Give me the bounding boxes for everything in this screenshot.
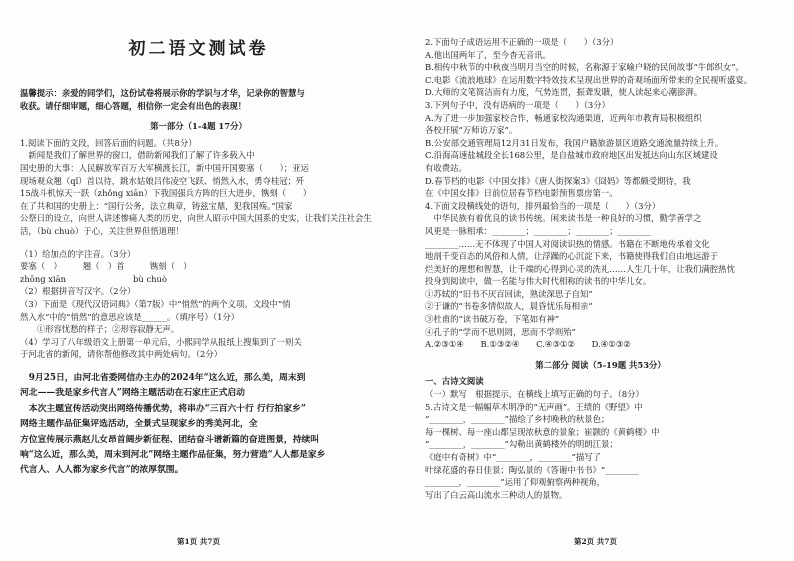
question-1-passage bbox=[20, 137, 377, 238]
question-line: 2.下面句子成语运用不正确的一项是（ ）（3分） bbox=[425, 37, 619, 47]
questions-2-4 bbox=[425, 36, 776, 351]
question-line: A.他出国两年了，至今杳无音讯。 bbox=[425, 49, 551, 60]
notice-line: 收获。请仔细审题，细心答题，相信你一定会有出色的表现！ bbox=[20, 100, 247, 111]
subquestion-line: （3）下面是《现代汉语词典》（第7版）中“悄然”的两个义项。文段中“悄 bbox=[20, 298, 291, 309]
question-line: ________……无不体现了中国人对阅读识热的情感。书籍在不断地传承着文化 bbox=[425, 238, 710, 249]
question-line: 烂美好的理想和智慧，让千端的心得到心灵的洗礼……人生几十年，让我们满腔热忱 bbox=[425, 263, 735, 274]
subquestion-line: （4）学习了八年级语文上册第一单元后，小熙同学从报纸上搜集到了一则关 bbox=[20, 336, 302, 347]
notice-block bbox=[20, 87, 377, 112]
question-line: D.大师的文笔简洁而有力度，气势连贯，振聋发聩，使人读起来心潮澎湃。 bbox=[425, 87, 703, 98]
section-2-subtitle: 一、古诗文阅读 bbox=[425, 376, 484, 387]
question-line: 在《中国女排》日前位居春节档电影预售票房第一。 bbox=[425, 188, 618, 199]
question-line: C.电影《流浪地球》在运用数字特效技术呈现出世界的奇观场面所带来的全民视听盛宴。 bbox=[425, 74, 753, 85]
subquestion-line: 于河北省的新闻，请你帮他修改其中两处病句。（2分） bbox=[20, 349, 223, 360]
question-line: “________，________”描绘了乡村晚秋的秋景色； bbox=[425, 414, 610, 425]
page-footer-2: 第2页 共7页 bbox=[573, 537, 618, 546]
news-line: 响“这么近，那么美，周末到河北”网络主题作品征集，努力营造“人人都是家乡 bbox=[20, 449, 326, 460]
question-line: ②于谦的“书卷多情似故人，晨昏忧乐每相亲” bbox=[425, 301, 593, 312]
question-line: 5.古诗文是一幅幅草木明净的“无声画”。王绩的《野望》中 bbox=[425, 401, 643, 412]
passage-line: 1.阅读下面的文段，回答后面的问题。（共8分） bbox=[20, 137, 197, 148]
passage-line: 活，（bù chuò）于心，关注世界但悟道理！ bbox=[20, 225, 184, 236]
news-line: 网络主题作品征集评选活动，全景式呈现家乡的秀美河北，全 bbox=[20, 419, 258, 430]
question-5 bbox=[425, 388, 776, 501]
exam-page-2 bbox=[397, 0, 794, 561]
question-line: ________，________”运用了仰观俯察两种视角， bbox=[425, 477, 606, 488]
subquestion-line: ①形容忧愁的样子；②形容寂静无声。 bbox=[20, 324, 180, 335]
question-line: D.春节档的电影《中国女排》《唐人街探案3》《囧妈》等都颇受期待，我 bbox=[425, 175, 691, 186]
question-line: ③杜甫的“读书破万卷，下笔如有神” bbox=[425, 314, 560, 325]
question-line: C.沿海高速盐城段全长168公里，是自盐城市政府地区出发抵达向山东区域建设 bbox=[425, 150, 718, 161]
page-footer-1: 第1页 共7页 bbox=[176, 537, 221, 546]
question-line: “________，________”勾勒出黄鹤楼外的明朗江景； bbox=[425, 439, 618, 450]
question-line: B.公安部交通管理局12月31日发布，我国户籍旅游景区道路交通流量持续上升。 bbox=[425, 137, 724, 148]
question-line: 投身到阅读中，做一名能与伟大时代相称的读书的中华儿女。 bbox=[425, 276, 652, 287]
section-1-title: 第一部分（1-4题 17分） bbox=[150, 121, 247, 132]
passage-line: 公祭日的设立，向世人讲述惨痛人类的历史，向世人昭示中国大国系的史实，让我们关注社会生 bbox=[20, 213, 372, 224]
question-line: 《庭中有奇树》中“________，________”描写了 bbox=[425, 452, 602, 462]
question-line: 风更是一脉相承：________；________；________；________ bbox=[425, 225, 652, 236]
question-line: B.相传中秋节的中秋夜当明月当空的时候，名称源于家喻户晓的民间故事“牛郎织女”。 bbox=[425, 62, 744, 73]
question-line: 地剖千变百态的风俗和人情，让浮躁的心沉淀下来，书籍使得我们自由地远游于 bbox=[425, 251, 719, 262]
passage-line: 国史册的大事：人民解放军百万大军横渡长江，新中国开国要塞（ ）；亚运 bbox=[20, 162, 309, 173]
passage-line: 新闻是我们了解世界的窗口，借助新闻我们了解了许多载入中 bbox=[20, 150, 255, 161]
subquestion-line: 要塞（ ） 翘（ ）首 镌刻（ ） bbox=[20, 261, 192, 272]
news-line: 本次主题宣传活动突出网络传播优势，将串办“三百六十行 行行拍家乡” bbox=[20, 403, 306, 414]
question-line: 3.下列句子中，没有语病的一项是（ ）（3分） bbox=[425, 99, 610, 110]
subquestion-line: （1）给加点的字注音。（3分） bbox=[20, 248, 136, 259]
subquestion-line: 然入水”中的“悄然”的意思应该是______。（填序号）（1分） bbox=[20, 311, 240, 322]
question-line: 各校开展“万师访万家”。 bbox=[425, 125, 518, 136]
question-line: 叶绿花盛的春日佳景；陶弘景的《答谢中书书》“________ bbox=[425, 464, 639, 475]
news-line: 方位宣传展示燕赵儿女昂首阔步新征程、团结奋斗谱新篇的奋进图景，持续叫 bbox=[20, 434, 320, 445]
question-line: A.为了进一步加强家校合作，畅通家校沟通渠道，近两年市教育局积极组织 bbox=[425, 112, 702, 123]
passage-line: 15战斗机惊天一跃（zhǒng xiān）下我国强兵方阵的巨大进步，镌刻（ ） bbox=[20, 188, 312, 199]
question-line: 中华民族有着优良的读书传统。闲来读书是一种良好的习惯，勤学善学之 bbox=[425, 213, 702, 224]
question-line: ①苏轼的“旧书不厌百回读，熟读深思子自知” bbox=[425, 288, 593, 299]
subquestion-line: zhōng xiān bù chuò bbox=[20, 273, 167, 284]
section-2-title: 第二部分 阅读（5-19题 共53分） bbox=[535, 359, 666, 370]
news-line: 河北——我是家乡代言人”网络主题活动在石家庄正式启动 bbox=[20, 388, 245, 399]
question-line: ④孔子的“学而不思则罔，思而不学则殆” bbox=[425, 326, 576, 337]
question-line: A.②③①④ B.①③②④ C.④③①② D.④①③② bbox=[425, 339, 631, 350]
notice-line: 温馨提示：亲爱的同学们，这份试卷将展示你的学识与才华，记录你的智慧与 bbox=[20, 88, 305, 98]
question-line: 每一棵树、每一座山都呈现浓秋意的景象；崔颢的《黄鹤楼》中 bbox=[425, 426, 660, 437]
passage-line: 现场观众翘（qǐ）首以待，跳水姑娘吕伟凌空飞跃、悄然入水，勇夺桂冠；歼 bbox=[20, 175, 305, 186]
question-1-subquestions bbox=[20, 248, 377, 361]
question-line: 4.下面文段横线处的语句，排列最恰当的一项是（ ）（3分） bbox=[425, 200, 661, 211]
question-line: 有收费站。 bbox=[425, 162, 467, 173]
exam-title: 初二语文测试卷 bbox=[128, 39, 269, 59]
news-line: 9月25日，由河北省委网信办主办的2024年“这么近，那么美，周末到 bbox=[20, 372, 306, 383]
news-passage bbox=[20, 371, 377, 479]
question-line: 写出了白云高山流水三种动人的景物。 bbox=[425, 489, 568, 500]
passage-line: 在了共和国的史册上：“国行公务，法立典章，铸兹宝鼎，犯我国殇。”国家 bbox=[20, 200, 293, 211]
subquestion-line: （2）根据拼音写汉字。（2分） bbox=[20, 286, 136, 297]
news-line: 代言人、人人都为家乡代言”的浓厚氛围。 bbox=[20, 465, 184, 476]
question-line: （一）默写 根据提示，在横线上填写正确的句子。（8分） bbox=[425, 389, 644, 400]
